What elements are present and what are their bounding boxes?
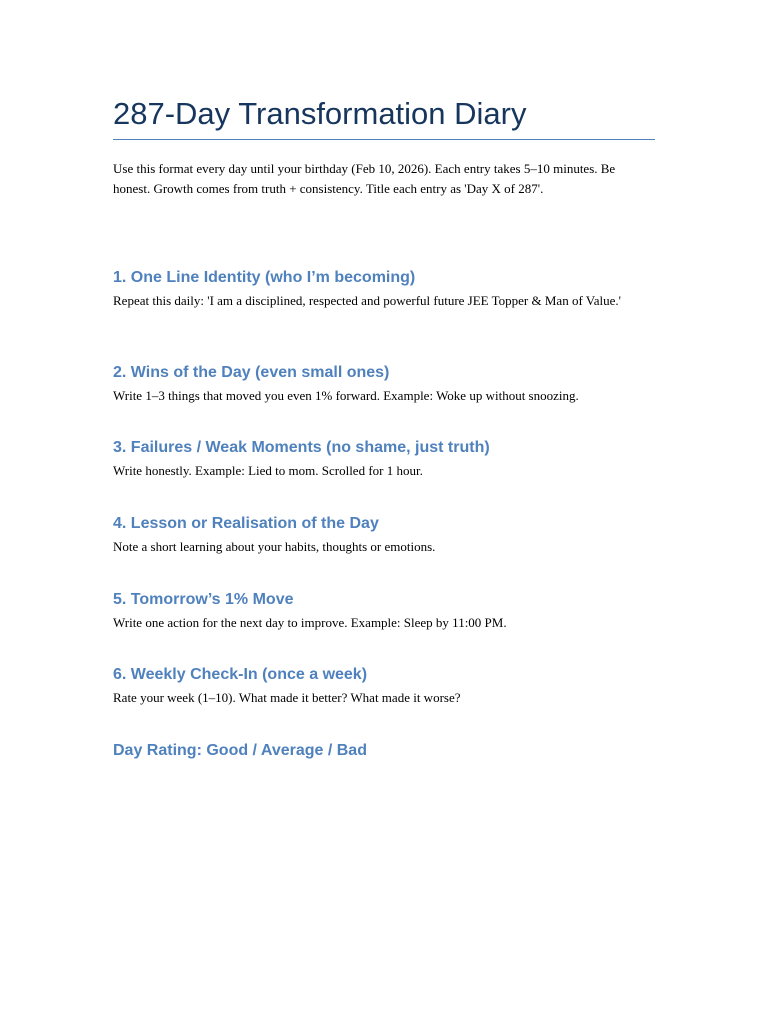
section-heading: 6. Weekly Check-In (once a week) [113, 666, 368, 683]
section-body: Repeat this daily: 'I am a disciplined, respected and powerful future JEE Topper & Man of Value.' [113, 293, 621, 308]
section-failures [113, 437, 655, 481]
section-tomorrow [113, 589, 655, 633]
section-heading: 1. One Line Identity (who I’m becoming) [113, 269, 416, 286]
section-wins [113, 362, 655, 406]
section-lesson [113, 513, 655, 557]
section-heading: 5. Tomorrow’s 1% Move [113, 591, 294, 608]
section-body: Write honestly. Example: Lied to mom. Scrolled for 1 hour. [113, 463, 423, 478]
day-rating-heading: Day Rating: Good / Average / Bad [113, 742, 367, 759]
section-body: Rate your week (1–10). What made it better? What made it worse? [113, 690, 461, 705]
section-body: Write 1–3 things that moved you even 1% forward. Example: Woke up without snoozing. [113, 388, 579, 403]
section-body: Write one action for the next day to improve. Example: Sleep by 11:00 PM. [113, 615, 507, 630]
section-weekly-checkin [113, 664, 655, 708]
document-title: 287-Day Transformation Diary [113, 96, 527, 131]
section-heading: 3. Failures / Weak Moments (no shame, just truth) [113, 439, 490, 456]
section-heading: 2. Wins of the Day (even small ones) [113, 364, 390, 381]
section-identity [113, 267, 655, 311]
section-body: Note a short learning about your habits, thoughts or emotions. [113, 539, 436, 554]
section-heading: 4. Lesson or Realisation of the Day [113, 515, 379, 532]
title-underline [113, 139, 655, 140]
intro-paragraph: Use this format every day until your birthday (Feb 10, 2026). Each entry takes 5–10 minutes. Be honest. Growth comes from truth + consistency. Title each entry as 'Day X of 287'. [113, 161, 616, 196]
